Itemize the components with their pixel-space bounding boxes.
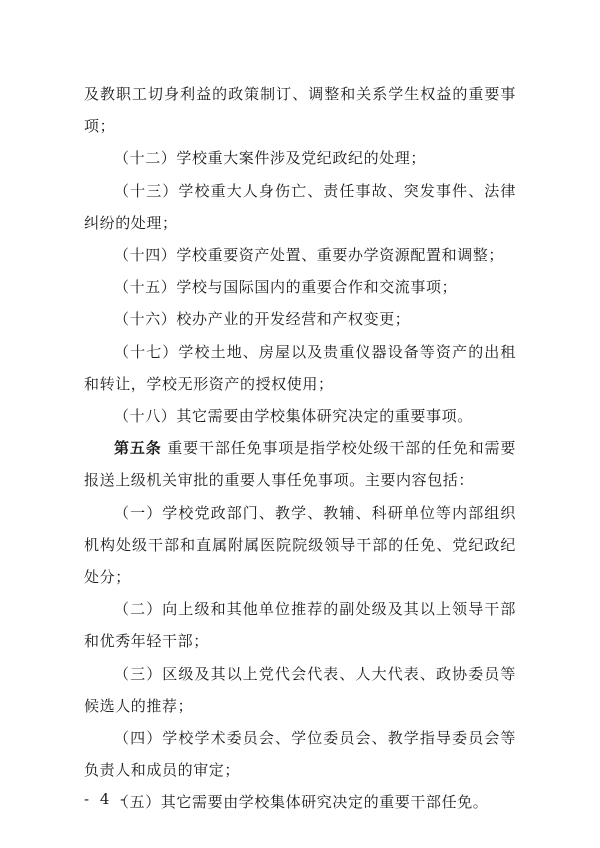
article-5-item-3: （三）区级及其以上党代会代表、人大代表、政协委员等候选人的推荐； (84, 664, 516, 715)
list-item-17: （十七）学校土地、房屋以及贵重仪器设备等资产的出租和转让，学校无形资产的授权使用； (84, 342, 516, 393)
article-5-item-4: （四）学校学术委员会、学位委员会、教学指导委员会等负责人和成员的审定； (84, 729, 516, 780)
list-item-18: （十八）其它需要由学校集体研究决定的重要事项。 (114, 407, 473, 426)
article-5-paragraph (84, 432, 516, 496)
list-item-12: （十二）学校重大案件涉及党纪政纪的处理； (114, 149, 427, 168)
paragraph-continuation: 及教职工切身利益的政策制订、调整和关系学生权益的重要事项； (84, 85, 516, 136)
list-item-15: （十五）学校与国际国内的重要合作和交流事项； (114, 278, 458, 297)
page-number: - 4 - (84, 790, 129, 808)
article-5-item-2: （二）向上级和其他单位推荐的副处级及其以上领导干部和优秀年轻干部； (84, 600, 516, 651)
list-item-16: （十六）校办产业的开发经营和产权变更； (114, 310, 411, 329)
article-5-text: 重要干部任免事项是指学校处级干部的任免和需要报送上级机关审批的重要人事任免事项。主要内容包括： (84, 439, 516, 490)
article-5-item-1: （一）学校党政部门、教学、教辅、科研单位等内部组织机构处级干部和直属附属医院院级领导干部的任免、党纪政纪处分； (84, 503, 516, 587)
article-5-label: 第五条 (114, 439, 162, 458)
list-item-13: （十三）学校重大人身伤亡、责任事故、突发事件、法律纠纷的处理； (84, 181, 516, 232)
article-5-item-5: （五）其它需要由学校集体研究决定的重要干部任免。 (114, 793, 489, 812)
document-body (84, 78, 516, 819)
list-item-14: （十四）学校重要资产处置、重要办学资源配置和调整； (114, 246, 505, 265)
